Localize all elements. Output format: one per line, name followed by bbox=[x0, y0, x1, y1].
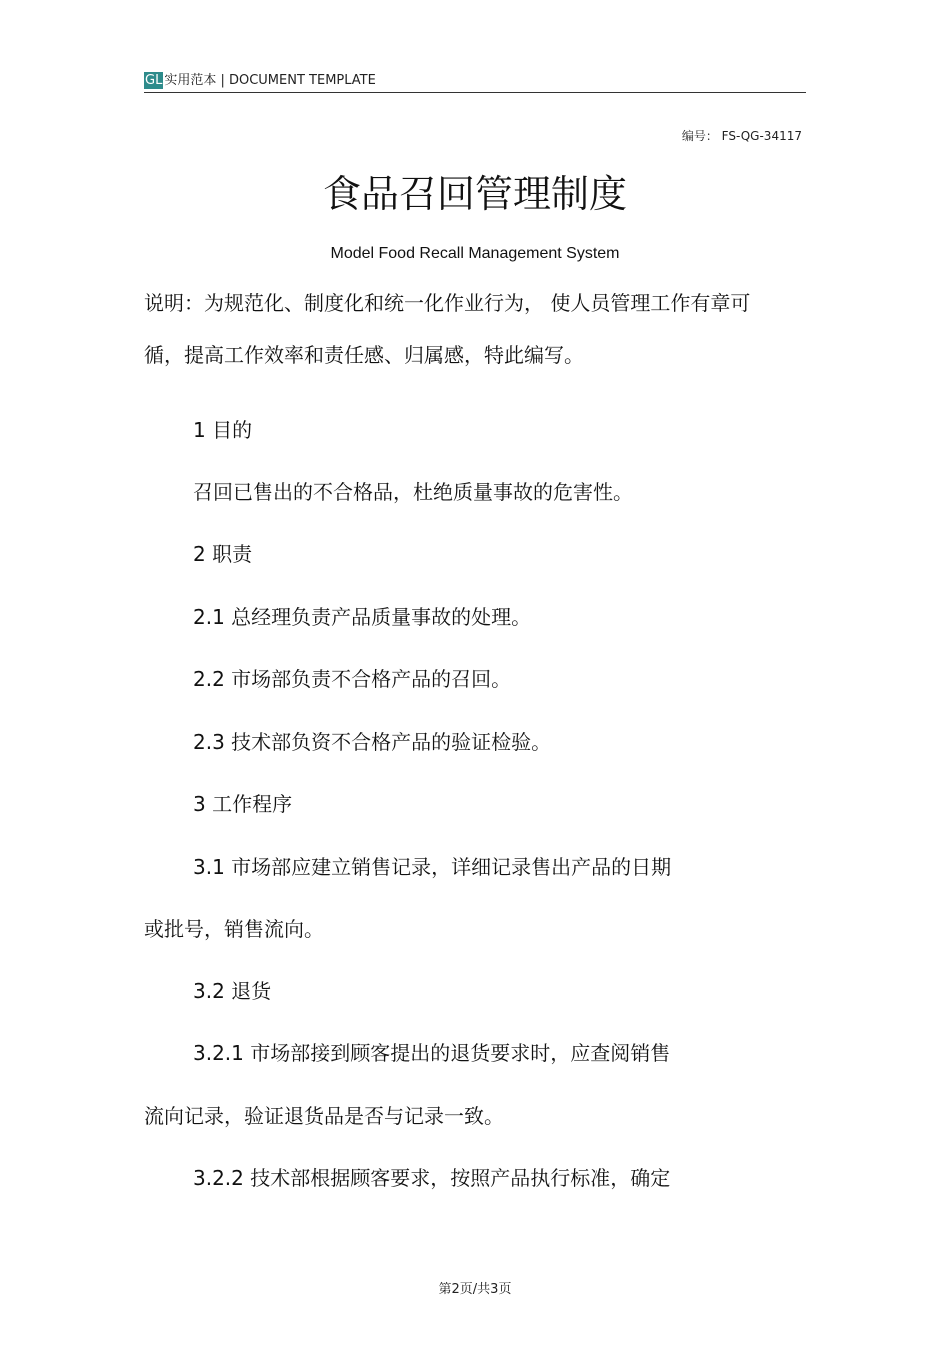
section-3-2: 3.2 退货 bbox=[193, 979, 272, 1003]
section-3-2-1-line-2: 流向记录，验证退货品是否与记录一致。 bbox=[144, 1104, 504, 1128]
gl-logo-badge: GL bbox=[145, 73, 163, 88]
section-3-1-line-2: 或批号，销售流向。 bbox=[144, 917, 324, 941]
header-label: 实用范本 | DOCUMENT TEMPLATE bbox=[164, 73, 376, 88]
section-2-2: 2.2 市场部负责不合格产品的召回。 bbox=[193, 667, 512, 691]
document-number: 编号： FS-QG-34117 bbox=[681, 129, 802, 143]
section-1-heading: 1 目的 bbox=[193, 418, 253, 442]
section-3-heading: 3 工作程序 bbox=[193, 792, 293, 816]
section-2-heading: 2 职责 bbox=[193, 542, 253, 566]
document-header bbox=[144, 70, 806, 93]
section-3-1-line-1: 3.1 市场部应建立销售记录，详细记录售出产品的日期 bbox=[193, 855, 672, 879]
section-3-2-2-line-1: 3.2.2 技术部根据顾客要求，按照产品执行标准，确定 bbox=[193, 1166, 671, 1190]
section-2-3: 2.3 技术部负资不合格产品的验证检验。 bbox=[193, 730, 552, 754]
intro-line-1: 说明：为规范化、制度化和统一化作业行为， 使人员管理工作有章可 bbox=[144, 291, 751, 315]
section-2-1: 2.1 总经理负责产品质量事故的处理。 bbox=[193, 605, 532, 629]
section-1-text: 召回已售出的不合格品，杜绝质量事故的危害性。 bbox=[193, 480, 633, 504]
intro-line-2: 循，提高工作效率和责任感、归属感，特此编写。 bbox=[144, 343, 584, 367]
page-footer: 第2页/共3页 bbox=[438, 1282, 512, 1297]
document-title: 食品召回管理制度 bbox=[322, 172, 627, 216]
section-3-2-1-line-1: 3.2.1 市场部接到顾客提出的退货要求时，应查阅销售 bbox=[193, 1041, 671, 1065]
document-subtitle: Model Food Recall Management System bbox=[330, 245, 620, 262]
